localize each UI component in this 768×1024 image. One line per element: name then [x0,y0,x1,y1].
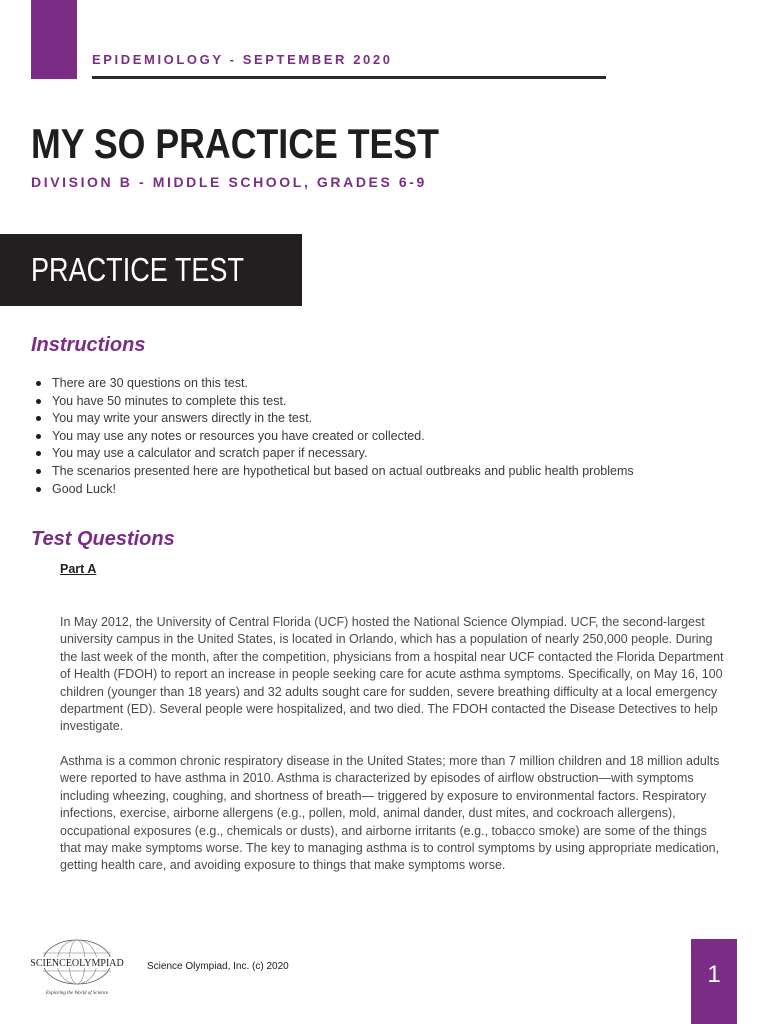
part-a-label: Part A [60,562,97,576]
instruction-item: There are 30 questions on this test. [52,375,634,393]
logo-wordmark: SCIENCEOLYMPIAD [30,958,124,969]
header-accent-bar [31,0,77,79]
science-olympiad-logo [26,936,128,998]
header-label: EPIDEMIOLOGY - SEPTEMBER 2020 [92,52,393,67]
copyright-text: Science Olympiad, Inc. (c) 2020 [147,961,289,972]
instruction-item: You may use any notes or resources you have created or collected. [52,428,634,446]
page-number: 1 [707,961,721,988]
page-number-box [691,939,737,1024]
instruction-item: Good Luck! [52,481,634,499]
instruction-item: You may use a calculator and scratch paper if necessary. [52,445,634,463]
instructions-heading: Instructions [31,334,146,356]
test-questions-heading: Test Questions [31,528,175,550]
section-banner-text: PRACTICE TEST [31,251,245,288]
header-divider [92,76,606,79]
logo-tagline: Exploring the World of Science [45,991,109,996]
instruction-item: You have 50 minutes to complete this test. [52,393,634,411]
scenario-paragraph: In May 2012, the University of Central Florida (UCF) hosted the National Science Olympiad. UCF, the second-largest university campus in the United States, is located in Orlando, which has a population of nearly 250,000 people. During the last week of the month, after the competition, physicians from a hospital near UCF contacted the Florida Department of Health (FDOH) to report an increase in people seeking care for acute asthma symptoms. Specifically, on May 16, 100 children (younger than 18 years) and 32 adults sought care for sudden, severe breathing difficulty at a local emergency department (ED). Several people were hospitalized, and two died. The FDOH contacted the Disease Detectives to help investigate. [60,615,724,734]
instruction-item: The scenarios presented here are hypothetical but based on actual outbreaks and public health problems [52,463,634,481]
page-subtitle: DIVISION B - MIDDLE SCHOOL, GRADES 6-9 [31,174,427,190]
page-title: MY SO PRACTICE TEST [31,120,439,167]
instruction-item: You may write your answers directly in the test. [52,410,634,428]
background-paragraph: Asthma is a common chronic respiratory disease in the United States; more than 7 million children and 18 million adults were reported to have asthma in 2010. Asthma is characterized by episodes of airflow obstruction—with symptoms including wheezing, coughing, and shortness of breath— triggered by exposure to environmental factors. Respiratory infections, exercise, airborne allergens (e.g., pollen, mold, animal dander, dust mites, and cockroach allergens), occupational exposures (e.g., chemicals or dusts), and airborne irritants (e.g., tobacco smoke) are some of the things that may make symptoms worse. The key to managing asthma is to control symptoms by using appropriate medication, getting health care, and avoiding exposure to things that make symptoms worse. [60,754,720,873]
instructions-list [52,375,634,498]
section-banner [0,234,302,306]
